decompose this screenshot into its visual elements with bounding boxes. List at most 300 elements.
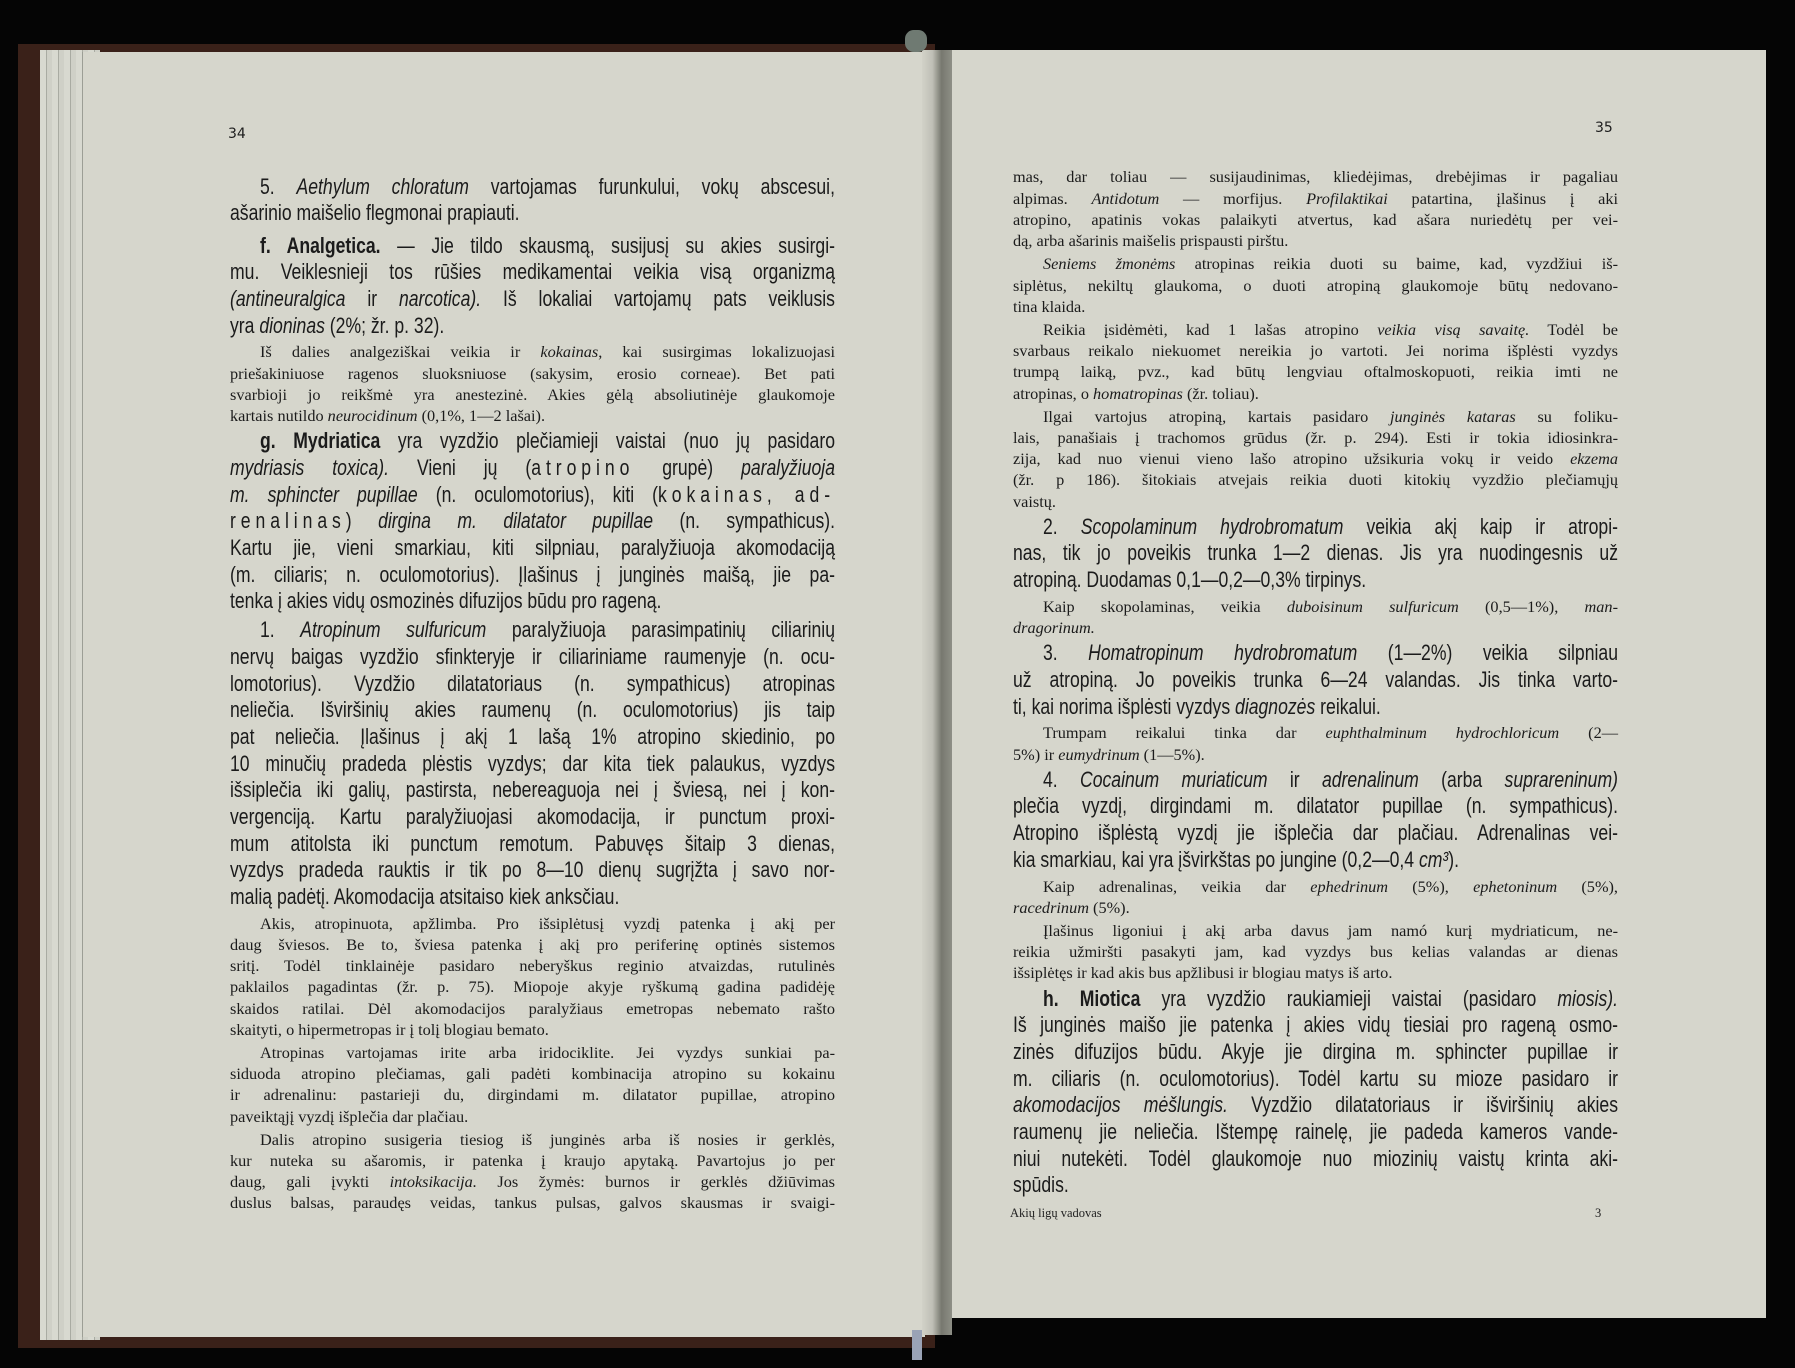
text-line-content: [230, 804, 835, 831]
text-line: [1013, 319, 1618, 340]
text-run: siduoda atropino plečiamas, gali padėti kombinacija atropino su kokainu: [230, 1064, 835, 1084]
text-line-content: [260, 1129, 835, 1150]
text-line-content: [1013, 567, 1366, 594]
text-line-content: [230, 1019, 549, 1040]
text-line: [1013, 448, 1618, 469]
text-line: [1013, 640, 1618, 667]
text-run: yra vyzdžio plečiamieji vaistai (nuo jų pasidaro: [380, 428, 835, 454]
italic-term: Cocainum muriaticum: [1079, 766, 1268, 792]
bookmark-ribbon-top: [905, 30, 927, 52]
text-line-content: [1013, 275, 1618, 296]
text-line: [230, 535, 835, 562]
text-line: [230, 1106, 835, 1127]
text-run: (2—: [1559, 723, 1618, 743]
text-line-content: [1013, 427, 1618, 448]
text-run: (n. oculomotorius), kiti (: [417, 481, 659, 507]
text-run: tenka į akies vidų osmozinės difuzijos būdu pro rageną.: [230, 588, 662, 614]
italic-term: suprareninum): [1504, 766, 1618, 792]
text-line-content: [230, 535, 835, 562]
text-run: nervų baigas vyzdžio sfinkteryje ir ciliariniame raumenyje (n. ocu-: [230, 643, 835, 669]
text-run: su foliku-: [1515, 406, 1618, 426]
text-run: alpimas.: [1013, 188, 1092, 208]
text-run: vyzdys pradeda rauktis ir tik po 8—10 dienų sugrįžta į savo nor-: [230, 857, 835, 883]
page-number: 34: [228, 126, 246, 142]
text-line-content: [230, 644, 835, 671]
text-line: [1013, 406, 1618, 427]
text-line: [1013, 1119, 1618, 1146]
text-line: [230, 1042, 835, 1063]
italic-term: ekzema: [1570, 449, 1618, 469]
text-line: [1013, 567, 1618, 594]
text-run: Iš dalies analgeziškai veikia ir: [260, 342, 541, 362]
text-run: (5%).: [1088, 897, 1130, 917]
text-run: svarbaus reikalo niekuomet nereikia jo vartoti. Jei norima išplėsti vyzdys: [1013, 341, 1618, 361]
spaced-term: renalinas: [230, 508, 346, 534]
text-run: Reikia įsidėmėti, kad 1 lašas atropino: [1043, 320, 1378, 339]
text-run: 5.: [260, 173, 297, 199]
text-run: ti, kai norima išplėsti vyzdys: [1013, 693, 1236, 719]
text-line-content: [230, 286, 835, 313]
text-run: (5%),: [1557, 876, 1618, 896]
text-run: Vieni jų (: [389, 454, 532, 480]
text-line-content: [1043, 253, 1618, 274]
text-line-content: [230, 455, 835, 482]
text-line-content: [1043, 722, 1618, 743]
text-run: zinės difuzijos būdu. Akyje jie dirgina m. sphincter pupillae ir: [1013, 1038, 1618, 1064]
text-line: [1013, 514, 1618, 541]
text-line-content: [1013, 469, 1618, 490]
text-line-content: [1013, 962, 1392, 983]
text-line-content: [230, 259, 835, 286]
text-run: ir: [345, 286, 399, 312]
text-run: (arba: [1418, 766, 1505, 792]
text-run: (1—5%).: [1139, 744, 1205, 764]
text-line-content: [1013, 820, 1618, 847]
text-line: [1013, 793, 1618, 820]
text-run: raumenų jie neliečia. Ištempę rainelę, jie padeda kameros vande-: [1013, 1119, 1618, 1145]
text-run: Kaip skopolaminas, veikia: [1043, 596, 1287, 616]
text-run: ).: [1448, 846, 1460, 872]
text-line: [1013, 188, 1618, 209]
text-line: [1013, 469, 1618, 490]
text-line-content: [230, 724, 835, 751]
italic-term: racedrinum: [1013, 897, 1089, 917]
text-run: (1—2%) veikia silpniau: [1357, 640, 1618, 666]
text-line: [230, 588, 835, 615]
small-print-paragraph: [1013, 920, 1618, 984]
text-run: paveiktąjį vyzdį išplečia dar plačiau.: [230, 1106, 469, 1126]
text-run: [777, 482, 795, 507]
text-line-content: [230, 1192, 835, 1213]
italic-term: akomodacijos mėšlungis.: [1013, 1092, 1228, 1118]
text-line: [230, 934, 835, 955]
paragraph: [230, 617, 835, 911]
text-run: svarbioji jo reikšmė yra anestezinė. Akies gėlą absoliutinėje glaukomoje: [230, 384, 835, 404]
text-line: [230, 804, 835, 831]
text-line-content: [230, 777, 835, 804]
text-run: (žr. toliau).: [1182, 383, 1259, 403]
text-line-content: [1013, 1092, 1618, 1119]
text-line: [230, 384, 835, 405]
italic-term: intoksikacija.: [389, 1172, 477, 1192]
text-run: lais, panašiais į trachomos grūdus (žr. p. 294). Esti ir tokia idiosinkra-: [1013, 427, 1618, 447]
text-line: [1013, 897, 1618, 918]
small-print-paragraph: [1013, 876, 1618, 918]
text-line: [1013, 383, 1618, 404]
text-line: [230, 286, 835, 313]
text-line: [1013, 427, 1618, 448]
text-line-content: [1013, 941, 1618, 962]
text-line-content: [260, 174, 835, 201]
text-line: [1013, 491, 1618, 512]
text-line: [1013, 253, 1618, 274]
small-print-paragraph: [1013, 319, 1618, 404]
text-line-content: [260, 428, 835, 455]
text-run: daug, gali įvykti: [230, 1172, 390, 1192]
text-run: grupė): [634, 454, 742, 480]
text-run: dą, arba ašarinis maišelis prispausti pirštu.: [1013, 230, 1289, 250]
text-line: [230, 884, 835, 911]
text-run: skaidos ratilai. Dėl akomodacijos paralyžiaus emetropas nebemato rašto: [230, 998, 835, 1018]
text-line: [230, 1019, 835, 1040]
text-line-content: [230, 998, 835, 1019]
text-run: (0,5—1%),: [1458, 596, 1585, 616]
text-line: [230, 1150, 835, 1171]
text-line: [230, 913, 835, 934]
italic-term: paralyžiuoja: [741, 454, 835, 480]
text-run: m. ciliaris (n. oculomotorius). Todėl kartu su mioze pasidaro ir: [1013, 1065, 1618, 1091]
text-line: [1013, 962, 1618, 983]
small-print-paragraph: [230, 341, 835, 426]
spaced-term: ad-: [794, 481, 835, 507]
text-line: [1013, 540, 1618, 567]
text-run: (5%),: [1388, 876, 1474, 896]
text-line-content: [1043, 876, 1618, 897]
italic-term: junginės kataras: [1389, 406, 1516, 426]
text-run: 1.: [260, 617, 301, 643]
text-line: [230, 313, 835, 340]
text-line-content: [1013, 617, 1095, 638]
text-line-content: [1013, 1119, 1618, 1146]
small-print-paragraph: [1013, 406, 1618, 512]
text-line: [230, 174, 835, 201]
text-run: zija, kad nuo vienui vieno lašo atropino užsikuria vokų ir veido: [1013, 449, 1571, 469]
text-run: Ilgai vartojus atropiną, kartais pasidaro: [1043, 406, 1390, 426]
text-line: [230, 363, 835, 384]
text-line-content: [260, 1042, 835, 1063]
text-run: veikia akį kaip ir atropi-: [1343, 513, 1618, 539]
text-line: [230, 562, 835, 589]
text-line: [1013, 767, 1618, 794]
text-line: [230, 857, 835, 884]
text-run: Todėl be: [1529, 320, 1618, 339]
text-run: Įlašinus ligoniui į akį arba davus jam namó kurį mydriaticum, ne-: [1043, 921, 1618, 940]
italic-term: Atropinum sulfuricum: [300, 617, 487, 643]
text-run: niui nutekėti. Todėl glaukomoje nuo miozinių vaistų krinta aki-: [1013, 1145, 1618, 1171]
text-line: [1013, 230, 1618, 251]
small-print-paragraph: [1013, 722, 1618, 764]
italic-term: dioninas: [259, 312, 325, 338]
italic-term: m. sphincter pupillae: [230, 481, 418, 507]
text-line: [230, 200, 835, 227]
italic-term: Seniems žmonėms: [1043, 254, 1176, 274]
italic-term: neurocidinum: [327, 406, 418, 425]
text-run: plečia vyzdį, dirgindami m. dilatator pupillae (n. sympathicus).: [1013, 793, 1618, 819]
text-line-content: [230, 751, 835, 778]
text-line: [230, 976, 835, 997]
small-print-paragraph: [1013, 253, 1618, 317]
text-line-content: [1013, 694, 1381, 721]
italic-term: kokainas: [540, 342, 599, 362]
paragraph: [230, 428, 835, 615]
text-line: [230, 259, 835, 286]
text-run: Vyzdžio dilatatoriaus ir išviršinių akies: [1227, 1092, 1618, 1118]
text-run: reikia užmiršti pasakyti jam, kad vyzdys bus kelias valandas ar dienas: [1013, 942, 1618, 962]
text-line-content: [230, 508, 835, 535]
text-run: vartojamas furunkului, vokų abscesui,: [468, 173, 835, 199]
text-run: mu. Veiklesnieji tos rūšies medikamentai veikia visą organizmą: [230, 259, 835, 285]
book-gutter: [922, 50, 952, 1335]
text-line: [1013, 275, 1618, 296]
text-line: [1013, 986, 1618, 1013]
text-line-content: [230, 955, 835, 976]
italic-term: dirgina m. dilatator pupillae: [378, 508, 654, 534]
italic-term: euphthalminum hydrochloricum: [1325, 723, 1560, 743]
text-line-content: [1043, 986, 1618, 1013]
right-page: [950, 50, 1766, 1318]
text-run: priešakiniuose ragenos sluoksniuose (sakysim, erosio corneae). Bet pati: [230, 363, 835, 383]
text-line: [1013, 340, 1618, 361]
text-run: Iš junginės maišo jie patenka į akies vidų tiesiai pro rageną osmo-: [1013, 1012, 1618, 1038]
section-heading: g. Mydriatica: [260, 428, 381, 454]
text-line-content: [230, 934, 835, 955]
text-run: Akis, atropinuota, apžlimba. Pro išsiplėtusį vyzdį patenka į akį per: [260, 913, 835, 933]
text-line-content: [1013, 847, 1459, 874]
text-line-content: [1013, 296, 1085, 317]
text-line: [1013, 617, 1618, 638]
text-line: [230, 697, 835, 724]
text-line-content: [1043, 514, 1618, 541]
text-run: yra vyzdžio raukiamieji vaistai (pasidaro: [1140, 985, 1558, 1011]
text-line: [230, 233, 835, 260]
text-run: daug šviesos. Be to, šviesa patenka į akį pro periferinę optinės sistemos: [230, 935, 835, 955]
text-line: [1013, 596, 1618, 617]
text-run: atropino, apatinis vokas palaikyti atvertus, kad ašara nuriedėtų per vei-: [1013, 209, 1618, 229]
text-line: [230, 482, 835, 509]
text-line: [1013, 694, 1618, 721]
text-line: [230, 955, 835, 976]
text-line-content: [260, 617, 835, 644]
text-line: [1013, 1172, 1618, 1199]
text-line-content: [230, 831, 835, 858]
text-run: pat neliečia. Įlašinus į akį 1 lašą 1% atropino skiedinio, po: [230, 723, 835, 749]
italic-term: cm³: [1418, 846, 1449, 872]
text-line-content: [1013, 667, 1618, 694]
text-run: 3.: [1043, 640, 1089, 666]
text-line-content: [1013, 166, 1618, 187]
text-line: [230, 751, 835, 778]
text-line-content: [230, 405, 545, 426]
text-line: [230, 1063, 835, 1084]
text-line-content: [230, 588, 661, 615]
italic-term: homatropinas: [1093, 383, 1183, 403]
text-run: sritį. Todėl tinklainėje pasidaro neberyškus reginio atvaizdas, rutulinės: [230, 956, 835, 976]
italic-term: adrenalinum: [1321, 766, 1419, 792]
text-line-content: [1043, 406, 1618, 427]
text-line-content: [1013, 744, 1205, 765]
text-run: 4.: [1043, 766, 1080, 792]
text-line-content: [1013, 230, 1288, 251]
text-line-content: [1013, 448, 1618, 469]
text-run: 5%) ir: [1013, 744, 1059, 764]
text-line-content: [1013, 540, 1618, 567]
text-run: išsiplečia iki galių, pastirsta, nebereaguoja nei į šviesą, nei į kon-: [230, 777, 835, 803]
text-run: ir adrenalinu: pastarieji du, dirgindami m. dilatator pupillae, atropino: [230, 1085, 835, 1105]
text-line: [230, 998, 835, 1019]
text-line-content: [1013, 1039, 1618, 1066]
small-print-paragraph: [1013, 166, 1618, 251]
italic-term: Antidotum: [1091, 188, 1160, 208]
text-run: Iš lokaliai vartojamų pats veiklusis: [481, 286, 835, 312]
text-run: kur nuteka su ašaromis, ir patenka į kraujo apytaką. Pavartojus jo per: [230, 1151, 835, 1171]
text-line: [1013, 820, 1618, 847]
text-line-content: [230, 697, 835, 724]
italic-term: mydriasis toxica).: [230, 454, 390, 480]
italic-term: miosis).: [1557, 985, 1618, 1011]
text-line-content: [1013, 188, 1618, 209]
text-line: [1013, 361, 1618, 382]
text-line-content: [1013, 209, 1618, 230]
text-run: vaistų.: [1013, 491, 1056, 511]
text-line: [1013, 296, 1618, 317]
sheet-number: 3: [1595, 1206, 1602, 1220]
italic-term: Scopolaminum hydrobromatum: [1080, 513, 1344, 539]
text-run: trumpą laiką, pvz., kad būtų lengviau oftalmoskopuoti, reikia imti ne: [1013, 362, 1618, 382]
text-line-content: [230, 384, 835, 405]
italic-term: Profilaktikai: [1306, 188, 1388, 208]
text-run: paklailos pagadintas (žr. p. 75). Miopoje akyje ryškumą gadina padidėję: [230, 977, 835, 997]
text-line: [230, 1129, 835, 1150]
italic-term: ephetoninum: [1473, 876, 1558, 896]
spaced-term: kokainas,: [658, 481, 777, 507]
text-line-content: [260, 233, 835, 260]
text-line: [1013, 667, 1618, 694]
text-line-content: [1013, 1066, 1618, 1093]
text-line: [230, 644, 835, 671]
italic-term: ephedrinum: [1310, 876, 1389, 896]
paragraph: [1013, 767, 1618, 874]
text-run: atropinas, o: [1013, 383, 1094, 403]
text-line-content: [230, 200, 520, 227]
text-line: [1013, 1146, 1618, 1173]
text-run: vergenciją. Kartu paralyžiuojasi akomodacija, ir punctum proxi-: [230, 803, 835, 829]
text-run: mum atitolsta iki punctum remotum. Pabuvęs šitaip 3 dienas,: [230, 830, 835, 856]
text-run: Atropino išplėstą vyzdį jie išplečia dar plačiau. Adrenalinas vei-: [1013, 820, 1618, 846]
text-line: [230, 341, 835, 362]
text-run: ): [345, 508, 379, 534]
text-line: [230, 405, 835, 426]
text-line: [230, 1084, 835, 1105]
italic-term: dragorinum.: [1013, 618, 1095, 638]
small-print-paragraph: [230, 1129, 835, 1214]
text-line: [1013, 1039, 1618, 1066]
paragraph: [1013, 986, 1618, 1200]
text-line-content: [1013, 340, 1618, 361]
page-number: 35: [1595, 120, 1613, 136]
left-page: [82, 52, 925, 1337]
text-run: (2%; žr. p. 32).: [324, 312, 445, 338]
italic-term: veikia visą savaitę.: [1377, 320, 1530, 339]
text-run: Trumpam reikalui tinka dar: [1043, 723, 1326, 743]
text-line: [230, 617, 835, 644]
text-line: [230, 455, 835, 482]
text-line: [1013, 744, 1618, 765]
small-print-paragraph: [230, 913, 835, 1040]
text-line-content: [1013, 1146, 1618, 1173]
text-line: [1013, 722, 1618, 743]
text-line: [1013, 920, 1618, 941]
text-run: reikalui.: [1315, 693, 1381, 719]
text-line-content: [230, 1106, 468, 1127]
text-run: Jos žymės: burnos ir gerklės džiūvimas: [476, 1172, 835, 1192]
text-line-content: [1043, 640, 1618, 667]
text-run: (n. sympathicus).: [653, 508, 835, 534]
italic-term: Aethylum chloratum: [296, 173, 469, 199]
text-run: ašarinio maišelio flegmonai prapiauti.: [230, 200, 520, 226]
text-line: [230, 671, 835, 698]
text-line-content: [230, 1171, 835, 1192]
italic-term: man-: [1584, 596, 1618, 616]
text-run: kia smarkiau, kai yra įšvirkštas po jungine (0,2—0,4: [1013, 846, 1419, 872]
text-line-content: [1013, 491, 1056, 512]
text-run: 10 minučių pradeda plėstis vyzdys; dar kita tiek palaukus, vyzdys: [230, 750, 835, 776]
text-line: [1013, 941, 1618, 962]
text-line: [1013, 1066, 1618, 1093]
text-line-content: [230, 857, 835, 884]
text-line-content: [230, 671, 835, 698]
text-line: [230, 1171, 835, 1192]
text-line: [230, 1192, 835, 1213]
section-heading: f. Analgetica.: [260, 232, 381, 258]
text-line-content: [230, 363, 835, 384]
small-print-paragraph: [230, 1042, 835, 1127]
text-line-content: [230, 1150, 835, 1171]
text-line-content: [230, 1063, 835, 1084]
text-run: išsiplėtęs ir kad akis bus apžlibusi ir blogiau matys iš arto.: [1013, 963, 1393, 983]
text-run: Atropinas vartojamas irite arba iridociklite. Jei vyzdys sunkiai pa-: [260, 1043, 835, 1063]
text-line-content: [260, 913, 835, 934]
paragraph: [230, 233, 835, 340]
text-run: kartais nutildo: [230, 406, 328, 425]
small-print-paragraph: [1013, 596, 1618, 638]
text-run: (0,1%, 1—2 lašai).: [417, 406, 546, 425]
text-run: už atropiną. Jo poveikis trunka 6—24 valandas. Jis tinka varto-: [1013, 666, 1618, 692]
text-line: [1013, 166, 1618, 187]
text-run: — morfijus.: [1159, 188, 1307, 208]
text-run: Dalis atropino susigeria tiesiog iš junginės arba iš nosies ir gerklės,: [260, 1129, 835, 1149]
signature-footer: Akių ligų vadovas: [1010, 1206, 1102, 1220]
text-line-content: [1043, 596, 1618, 617]
italic-term: diagnozės: [1235, 693, 1316, 719]
bookmark-ribbon-bottom: [912, 1330, 922, 1360]
text-run: — Jie tildo skausmą, susijusį su akies susirgi-: [380, 232, 835, 258]
text-line-content: [1013, 383, 1259, 404]
text-line-content: [230, 1084, 835, 1105]
text-line-content: [230, 482, 835, 509]
text-run: ir: [1267, 766, 1322, 792]
italic-term: narcotica).: [398, 286, 482, 312]
text-line: [1013, 209, 1618, 230]
